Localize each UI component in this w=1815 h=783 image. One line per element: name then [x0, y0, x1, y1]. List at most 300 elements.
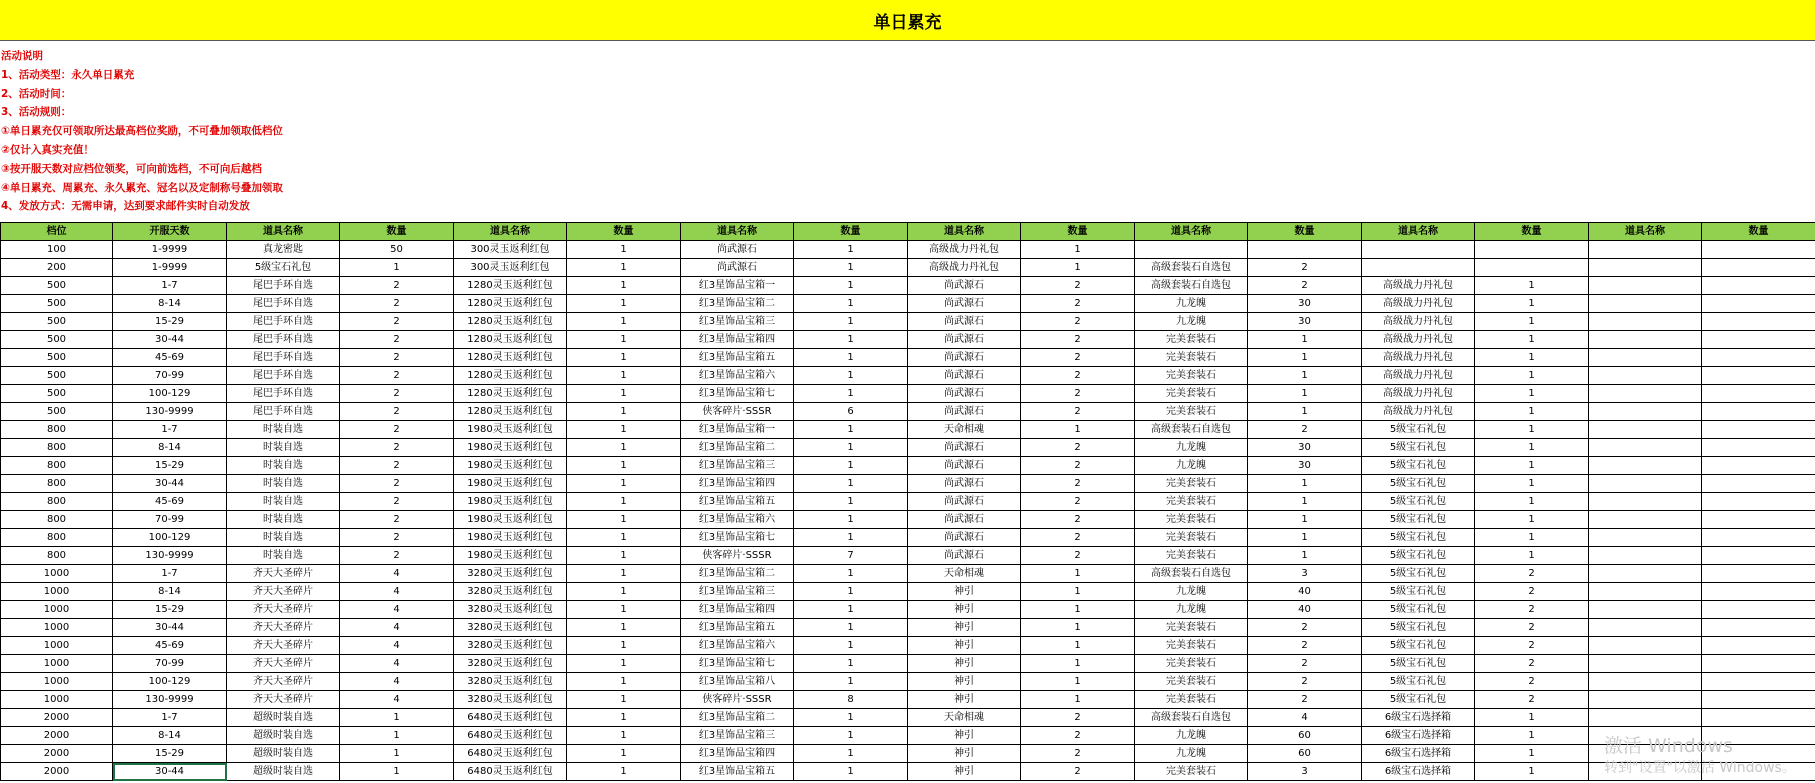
table-cell[interactable] — [1702, 583, 1815, 601]
table-cell[interactable] — [1589, 313, 1702, 331]
table-cell[interactable]: 6级宝石选择箱 — [1362, 763, 1475, 781]
table-cell[interactable]: 红3星饰品宝箱四 — [681, 601, 794, 619]
table-cell[interactable]: 1 — [1475, 367, 1589, 385]
table-cell[interactable]: 红3星饰品宝箱二 — [681, 565, 794, 583]
column-header[interactable]: 开服天数 — [113, 223, 227, 241]
table-cell[interactable]: 1 — [567, 637, 681, 655]
table-cell[interactable]: 4 — [340, 691, 454, 709]
table-cell[interactable]: 5级宝石礼包 — [1362, 691, 1475, 709]
table-cell[interactable]: 70-99 — [113, 367, 227, 385]
table-cell[interactable] — [1475, 241, 1589, 259]
table-cell[interactable]: 神引 — [908, 727, 1021, 745]
table-cell[interactable]: 2 — [1021, 295, 1135, 313]
table-cell[interactable]: 神引 — [908, 601, 1021, 619]
table-cell[interactable]: 60 — [1248, 727, 1362, 745]
table-cell[interactable]: 1 — [794, 421, 908, 439]
table-cell[interactable]: 尚武源石 — [908, 295, 1021, 313]
table-cell[interactable]: 红3星饰品宝箱六 — [681, 367, 794, 385]
table-cell[interactable]: 神引 — [908, 763, 1021, 781]
table-cell[interactable]: 1 — [567, 601, 681, 619]
table-cell[interactable]: 1 — [1248, 511, 1362, 529]
table-cell[interactable]: 2 — [340, 493, 454, 511]
table-cell[interactable] — [1589, 367, 1702, 385]
table-cell[interactable]: 2000 — [1, 745, 113, 763]
table-cell[interactable]: 1 — [1475, 331, 1589, 349]
column-header[interactable]: 档位 — [1, 223, 113, 241]
table-cell[interactable] — [1589, 511, 1702, 529]
table-cell[interactable]: 1 — [794, 601, 908, 619]
table-cell[interactable] — [1702, 709, 1815, 727]
table-cell[interactable]: 1 — [794, 745, 908, 763]
table-cell[interactable]: 2 — [1248, 637, 1362, 655]
table-cell[interactable]: 侠客碎片·SSSR — [681, 403, 794, 421]
table-cell[interactable]: 高级战力丹礼包 — [1362, 385, 1475, 403]
table-cell[interactable]: 1 — [1475, 475, 1589, 493]
table-cell[interactable]: 完美套装石 — [1135, 529, 1248, 547]
table-cell[interactable]: 神引 — [908, 637, 1021, 655]
table-cell[interactable]: 红3星饰品宝箱二 — [681, 295, 794, 313]
table-cell[interactable]: 2 — [340, 385, 454, 403]
table-cell[interactable]: 500 — [1, 349, 113, 367]
table-cell[interactable]: 九龙魄 — [1135, 601, 1248, 619]
table-cell[interactable]: 尾巴手环自选 — [227, 331, 340, 349]
table-cell[interactable]: 1 — [1021, 259, 1135, 277]
table-cell[interactable]: 1 — [1475, 385, 1589, 403]
table-cell[interactable]: 130-9999 — [113, 403, 227, 421]
table-cell[interactable]: 1 — [567, 745, 681, 763]
table-cell[interactable]: 尚武源石 — [908, 511, 1021, 529]
table-cell[interactable]: 2 — [1021, 349, 1135, 367]
table-cell[interactable]: 1 — [794, 331, 908, 349]
table-cell[interactable]: 1 — [567, 313, 681, 331]
table-cell[interactable]: 30-44 — [113, 619, 227, 637]
table-cell[interactable]: 1 — [1248, 529, 1362, 547]
table-cell[interactable]: 1 — [1475, 745, 1589, 763]
table-cell[interactable]: 红3星饰品宝箱四 — [681, 475, 794, 493]
table-cell[interactable]: 1 — [567, 565, 681, 583]
table-cell[interactable]: 4 — [1248, 709, 1362, 727]
table-cell[interactable]: 1 — [1475, 295, 1589, 313]
table-cell[interactable]: 2000 — [1, 709, 113, 727]
table-cell[interactable]: 2 — [340, 349, 454, 367]
table-cell[interactable]: 1 — [567, 475, 681, 493]
table-cell[interactable]: 红3星饰品宝箱五 — [681, 493, 794, 511]
table-cell[interactable]: 1280灵玉返利红包 — [454, 313, 567, 331]
table-cell[interactable]: 2 — [1021, 745, 1135, 763]
table-cell[interactable]: 1 — [1475, 763, 1589, 781]
table-cell[interactable]: 2 — [1021, 313, 1135, 331]
table-cell[interactable]: 1 — [794, 619, 908, 637]
table-cell[interactable]: 1 — [1248, 349, 1362, 367]
table-cell[interactable]: 1 — [1475, 439, 1589, 457]
table-cell[interactable]: 红3星饰品宝箱三 — [681, 583, 794, 601]
table-cell[interactable]: 尾巴手环自选 — [227, 277, 340, 295]
table-cell[interactable]: 45-69 — [113, 637, 227, 655]
table-cell[interactable]: 尚武源石 — [908, 277, 1021, 295]
column-header[interactable]: 道具名称 — [1362, 223, 1475, 241]
table-cell[interactable]: 尚武源石 — [908, 529, 1021, 547]
table-cell[interactable]: 800 — [1, 475, 113, 493]
table-cell[interactable]: 1 — [567, 691, 681, 709]
table-cell[interactable]: 1 — [1475, 511, 1589, 529]
table-cell[interactable]: 130-9999 — [113, 691, 227, 709]
table-cell[interactable]: 2 — [1248, 691, 1362, 709]
table-cell[interactable]: 完美套装石 — [1135, 403, 1248, 421]
table-cell[interactable]: 300灵玉返利红包 — [454, 241, 567, 259]
table-cell[interactable]: 1 — [567, 727, 681, 745]
table-cell[interactable]: 1 — [567, 331, 681, 349]
table-cell[interactable] — [1702, 457, 1815, 475]
table-cell[interactable]: 1 — [567, 241, 681, 259]
table-cell[interactable] — [1702, 385, 1815, 403]
table-cell[interactable]: 6480灵玉返利红包 — [454, 709, 567, 727]
table-cell[interactable]: 2 — [1021, 439, 1135, 457]
table-cell[interactable]: 1 — [794, 673, 908, 691]
table-cell[interactable]: 500 — [1, 403, 113, 421]
table-cell[interactable]: 红3星饰品宝箱六 — [681, 511, 794, 529]
table-cell[interactable]: 1 — [794, 709, 908, 727]
table-cell[interactable]: 5级宝石礼包 — [1362, 583, 1475, 601]
table-cell[interactable]: 超级时装自选 — [227, 745, 340, 763]
table-cell[interactable]: 1 — [794, 259, 908, 277]
table-cell[interactable]: 2 — [1021, 475, 1135, 493]
column-header[interactable]: 数量 — [1702, 223, 1815, 241]
table-cell[interactable] — [1702, 745, 1815, 763]
table-cell[interactable]: 天命相魂 — [908, 421, 1021, 439]
table-cell[interactable]: 1 — [794, 565, 908, 583]
table-cell[interactable] — [1589, 709, 1702, 727]
table-cell[interactable]: 齐天大圣碎片 — [227, 583, 340, 601]
table-cell[interactable]: 5级宝石礼包 — [1362, 565, 1475, 583]
table-cell[interactable]: 30 — [1248, 439, 1362, 457]
table-cell[interactable]: 1 — [1475, 403, 1589, 421]
table-cell[interactable] — [1589, 529, 1702, 547]
table-cell[interactable]: 1 — [340, 727, 454, 745]
table-cell[interactable]: 60 — [1248, 745, 1362, 763]
table-cell[interactable]: 8-14 — [113, 727, 227, 745]
table-cell[interactable]: 800 — [1, 457, 113, 475]
table-cell[interactable]: 九龙魄 — [1135, 457, 1248, 475]
table-cell[interactable]: 高级战力丹礼包 — [1362, 313, 1475, 331]
table-cell[interactable]: 时装自选 — [227, 475, 340, 493]
table-cell[interactable]: 1 — [1248, 367, 1362, 385]
table-cell[interactable] — [1702, 403, 1815, 421]
table-cell[interactable]: 15-29 — [113, 457, 227, 475]
table-cell[interactable] — [1702, 439, 1815, 457]
table-cell[interactable]: 1280灵玉返利红包 — [454, 277, 567, 295]
table-cell[interactable] — [1135, 241, 1248, 259]
table-cell[interactable]: 5级宝石礼包 — [1362, 601, 1475, 619]
table-cell[interactable]: 齐天大圣碎片 — [227, 691, 340, 709]
table-cell[interactable]: 5级宝石礼包 — [1362, 655, 1475, 673]
table-cell[interactable]: 2 — [1475, 691, 1589, 709]
table-cell[interactable]: 齐天大圣碎片 — [227, 601, 340, 619]
table-cell[interactable]: 2 — [1475, 637, 1589, 655]
column-header[interactable]: 道具名称 — [1589, 223, 1702, 241]
table-cell[interactable]: 500 — [1, 277, 113, 295]
table-cell[interactable]: 1980灵玉返利红包 — [454, 493, 567, 511]
table-cell[interactable]: 1980灵玉返利红包 — [454, 439, 567, 457]
table-cell[interactable]: 1-9999 — [113, 259, 227, 277]
table-cell[interactable] — [1589, 673, 1702, 691]
column-header[interactable]: 道具名称 — [1135, 223, 1248, 241]
table-cell[interactable]: 500 — [1, 313, 113, 331]
column-header[interactable]: 道具名称 — [908, 223, 1021, 241]
table-cell[interactable]: 1 — [567, 367, 681, 385]
table-cell[interactable]: 1 — [567, 349, 681, 367]
table-cell[interactable]: 1 — [1248, 493, 1362, 511]
table-cell[interactable]: 红3星饰品宝箱一 — [681, 277, 794, 295]
table-cell[interactable]: 1 — [1475, 709, 1589, 727]
table-cell[interactable]: 天命相魂 — [908, 565, 1021, 583]
table-cell[interactable] — [1589, 241, 1702, 259]
table-cell[interactable]: 2 — [1248, 655, 1362, 673]
column-header[interactable]: 数量 — [567, 223, 681, 241]
table-cell[interactable] — [1702, 763, 1815, 781]
table-cell[interactable]: 4 — [340, 655, 454, 673]
table-cell[interactable]: 2 — [340, 313, 454, 331]
table-cell[interactable]: 500 — [1, 367, 113, 385]
table-cell[interactable]: 红3星饰品宝箱一 — [681, 421, 794, 439]
table-cell[interactable]: 高级战力丹礼包 — [1362, 367, 1475, 385]
table-cell[interactable]: 尾巴手环自选 — [227, 313, 340, 331]
table-cell[interactable]: 2 — [340, 529, 454, 547]
table-cell[interactable]: 高级战力丹礼包 — [1362, 403, 1475, 421]
table-cell[interactable]: 完美套装石 — [1135, 547, 1248, 565]
table-cell[interactable]: 红3星饰品宝箱三 — [681, 313, 794, 331]
table-cell[interactable]: 尚武源石 — [908, 547, 1021, 565]
table-cell[interactable] — [1702, 637, 1815, 655]
table-cell[interactable]: 完美套装石 — [1135, 619, 1248, 637]
table-cell[interactable]: 完美套装石 — [1135, 493, 1248, 511]
table-cell[interactable]: 九龙魄 — [1135, 727, 1248, 745]
table-cell[interactable]: 30 — [1248, 457, 1362, 475]
table-cell[interactable] — [1589, 439, 1702, 457]
table-cell[interactable]: 超级时装自选 — [227, 727, 340, 745]
table-cell[interactable] — [1702, 655, 1815, 673]
table-cell[interactable]: 1 — [340, 763, 454, 781]
table-cell[interactable]: 3280灵玉返利红包 — [454, 691, 567, 709]
table-cell[interactable]: 红3星饰品宝箱二 — [681, 439, 794, 457]
table-cell[interactable]: 九龙魄 — [1135, 439, 1248, 457]
table-cell[interactable]: 完美套装石 — [1135, 367, 1248, 385]
table-cell[interactable]: 1 — [1475, 493, 1589, 511]
table-cell[interactable]: 高级战力丹礼包 — [1362, 349, 1475, 367]
table-cell[interactable]: 40 — [1248, 601, 1362, 619]
table-cell[interactable]: 尾巴手环自选 — [227, 349, 340, 367]
table-cell[interactable]: 30-44 — [113, 475, 227, 493]
table-cell[interactable]: 1-7 — [113, 565, 227, 583]
table-cell[interactable]: 完美套装石 — [1135, 511, 1248, 529]
table-cell[interactable]: 5级宝石礼包 — [1362, 493, 1475, 511]
table-cell[interactable]: 尚武源石 — [908, 349, 1021, 367]
column-header[interactable]: 数量 — [340, 223, 454, 241]
table-cell[interactable]: 5级宝石礼包 — [1362, 637, 1475, 655]
table-cell[interactable]: 1 — [1021, 565, 1135, 583]
table-cell[interactable]: 1280灵玉返利红包 — [454, 385, 567, 403]
table-cell[interactable] — [1475, 259, 1589, 277]
table-cell[interactable]: 1000 — [1, 691, 113, 709]
table-cell[interactable]: 2 — [1475, 565, 1589, 583]
table-cell[interactable]: 5级宝石礼包 — [1362, 511, 1475, 529]
table-cell[interactable]: 3280灵玉返利红包 — [454, 619, 567, 637]
table-cell[interactable]: 1 — [1021, 655, 1135, 673]
table-cell[interactable]: 2 — [340, 403, 454, 421]
table-cell[interactable]: 130-9999 — [113, 547, 227, 565]
column-header[interactable]: 道具名称 — [454, 223, 567, 241]
table-cell[interactable] — [1589, 493, 1702, 511]
table-cell[interactable]: 完美套装石 — [1135, 673, 1248, 691]
table-cell[interactable]: 尾巴手环自选 — [227, 403, 340, 421]
table-cell[interactable]: 完美套装石 — [1135, 385, 1248, 403]
table-cell[interactable]: 1 — [794, 241, 908, 259]
table-cell[interactable]: 4 — [340, 565, 454, 583]
table-cell[interactable] — [1702, 475, 1815, 493]
table-cell[interactable]: 红3星饰品宝箱八 — [681, 673, 794, 691]
table-cell[interactable]: 超级时装自选 — [227, 763, 340, 781]
table-cell[interactable]: 时装自选 — [227, 421, 340, 439]
table-cell[interactable]: 1 — [1475, 277, 1589, 295]
table-cell[interactable]: 5级宝石礼包 — [1362, 439, 1475, 457]
table-cell[interactable] — [1589, 475, 1702, 493]
table-cell[interactable]: 8-14 — [113, 439, 227, 457]
table-cell[interactable]: 1 — [794, 439, 908, 457]
table-cell[interactable]: 30 — [1248, 313, 1362, 331]
table-cell[interactable] — [1702, 367, 1815, 385]
table-cell[interactable]: 1 — [1248, 331, 1362, 349]
table-cell[interactable]: 高级战力丹礼包 — [908, 241, 1021, 259]
table-cell[interactable]: 1280灵玉返利红包 — [454, 367, 567, 385]
table-cell[interactable]: 3280灵玉返利红包 — [454, 583, 567, 601]
table-cell[interactable]: 1 — [1475, 421, 1589, 439]
table-cell[interactable]: 尚武源石 — [681, 241, 794, 259]
table-cell[interactable]: 2000 — [1, 763, 113, 781]
table-cell[interactable]: 2 — [340, 511, 454, 529]
table-cell[interactable]: 8-14 — [113, 583, 227, 601]
table-cell[interactable]: 1 — [567, 457, 681, 475]
table-cell[interactable]: 红3星饰品宝箱三 — [681, 727, 794, 745]
table-cell[interactable]: 5级宝石礼包 — [1362, 457, 1475, 475]
table-cell[interactable]: 1 — [794, 475, 908, 493]
table-cell[interactable]: 2 — [1248, 673, 1362, 691]
table-cell[interactable] — [1702, 529, 1815, 547]
table-cell[interactable] — [1702, 565, 1815, 583]
table-cell[interactable]: 1 — [1021, 421, 1135, 439]
table-cell[interactable]: 1000 — [1, 655, 113, 673]
table-cell[interactable]: 1 — [567, 655, 681, 673]
table-cell[interactable]: 2 — [1475, 583, 1589, 601]
table-cell[interactable]: 500 — [1, 385, 113, 403]
table-cell[interactable]: 2000 — [1, 727, 113, 745]
table-cell[interactable]: 1 — [340, 745, 454, 763]
table-cell[interactable] — [1702, 547, 1815, 565]
table-cell[interactable]: 3 — [1248, 565, 1362, 583]
table-cell[interactable]: 6 — [794, 403, 908, 421]
table-cell[interactable]: 2 — [1021, 367, 1135, 385]
table-cell[interactable]: 1 — [1248, 403, 1362, 421]
table-cell[interactable]: 神引 — [908, 655, 1021, 673]
table-cell[interactable]: 1000 — [1, 583, 113, 601]
table-cell[interactable]: 1-7 — [113, 709, 227, 727]
table-cell[interactable]: 1 — [340, 259, 454, 277]
table-cell[interactable] — [1702, 241, 1815, 259]
table-cell[interactable]: 2 — [340, 547, 454, 565]
table-cell[interactable]: 1 — [567, 547, 681, 565]
table-cell[interactable]: 5级宝石礼包 — [1362, 529, 1475, 547]
table-cell[interactable]: 神引 — [908, 583, 1021, 601]
table-cell[interactable]: 1 — [567, 277, 681, 295]
table-cell[interactable]: 5级宝石礼包 — [1362, 475, 1475, 493]
table-cell[interactable]: 天命相魂 — [908, 709, 1021, 727]
table-cell[interactable]: 4 — [340, 619, 454, 637]
table-cell[interactable]: 2 — [340, 457, 454, 475]
table-cell[interactable]: 2 — [340, 277, 454, 295]
table-cell[interactable]: 5级宝石礼包 — [1362, 673, 1475, 691]
table-cell[interactable]: 时装自选 — [227, 439, 340, 457]
table-cell[interactable] — [1702, 619, 1815, 637]
table-cell[interactable] — [1362, 241, 1475, 259]
table-cell[interactable]: 九龙魄 — [1135, 583, 1248, 601]
table-cell[interactable]: 1000 — [1, 637, 113, 655]
table-cell[interactable]: 1 — [1248, 475, 1362, 493]
table-cell[interactable]: 红3星饰品宝箱五 — [681, 619, 794, 637]
table-cell[interactable]: 1 — [1475, 457, 1589, 475]
table-cell[interactable]: 高级套装石自选包 — [1135, 709, 1248, 727]
table-cell[interactable] — [1589, 691, 1702, 709]
table-cell[interactable] — [1589, 547, 1702, 565]
table-cell[interactable]: 1 — [1475, 547, 1589, 565]
table-cell[interactable]: 1 — [1021, 691, 1135, 709]
table-cell[interactable]: 15-29 — [113, 601, 227, 619]
table-cell[interactable]: 超级时装自选 — [227, 709, 340, 727]
table-cell[interactable]: 1980灵玉返利红包 — [454, 457, 567, 475]
table-cell[interactable]: 时装自选 — [227, 493, 340, 511]
table-cell[interactable]: 100-129 — [113, 673, 227, 691]
table-cell[interactable]: 1 — [794, 367, 908, 385]
table-cell[interactable]: 1280灵玉返利红包 — [454, 403, 567, 421]
table-cell[interactable]: 尚武源石 — [908, 457, 1021, 475]
table-cell[interactable] — [1702, 349, 1815, 367]
table-cell[interactable]: 侠客碎片·SSSR — [681, 691, 794, 709]
table-cell[interactable]: 15-29 — [113, 745, 227, 763]
table-cell[interactable]: 7 — [794, 547, 908, 565]
table-cell[interactable]: 神引 — [908, 619, 1021, 637]
table-cell[interactable]: 6480灵玉返利红包 — [454, 745, 567, 763]
table-cell[interactable]: 2 — [1475, 601, 1589, 619]
table-cell[interactable] — [1702, 691, 1815, 709]
table-cell[interactable]: 尚武源石 — [908, 475, 1021, 493]
table-cell[interactable]: 1 — [1021, 583, 1135, 601]
column-header[interactable]: 数量 — [794, 223, 908, 241]
table-cell[interactable]: 40 — [1248, 583, 1362, 601]
table-cell[interactable]: 尚武源石 — [908, 313, 1021, 331]
table-cell[interactable]: 尚武源石 — [681, 259, 794, 277]
table-cell[interactable]: 2 — [1248, 277, 1362, 295]
table-cell[interactable] — [1589, 385, 1702, 403]
table-cell[interactable]: 1 — [567, 295, 681, 313]
table-cell[interactable]: 神引 — [908, 745, 1021, 763]
table-cell[interactable]: 红3星饰品宝箱七 — [681, 655, 794, 673]
table-cell[interactable]: 1 — [794, 349, 908, 367]
table-cell[interactable]: 6480灵玉返利红包 — [454, 727, 567, 745]
table-cell[interactable]: 1 — [567, 529, 681, 547]
table-cell[interactable]: 完美套装石 — [1135, 691, 1248, 709]
table-cell[interactable]: 完美套装石 — [1135, 349, 1248, 367]
table-cell[interactable]: 6480灵玉返利红包 — [454, 763, 567, 781]
table-cell[interactable] — [1702, 673, 1815, 691]
table-cell[interactable] — [1589, 277, 1702, 295]
table-cell[interactable]: 2 — [1021, 763, 1135, 781]
